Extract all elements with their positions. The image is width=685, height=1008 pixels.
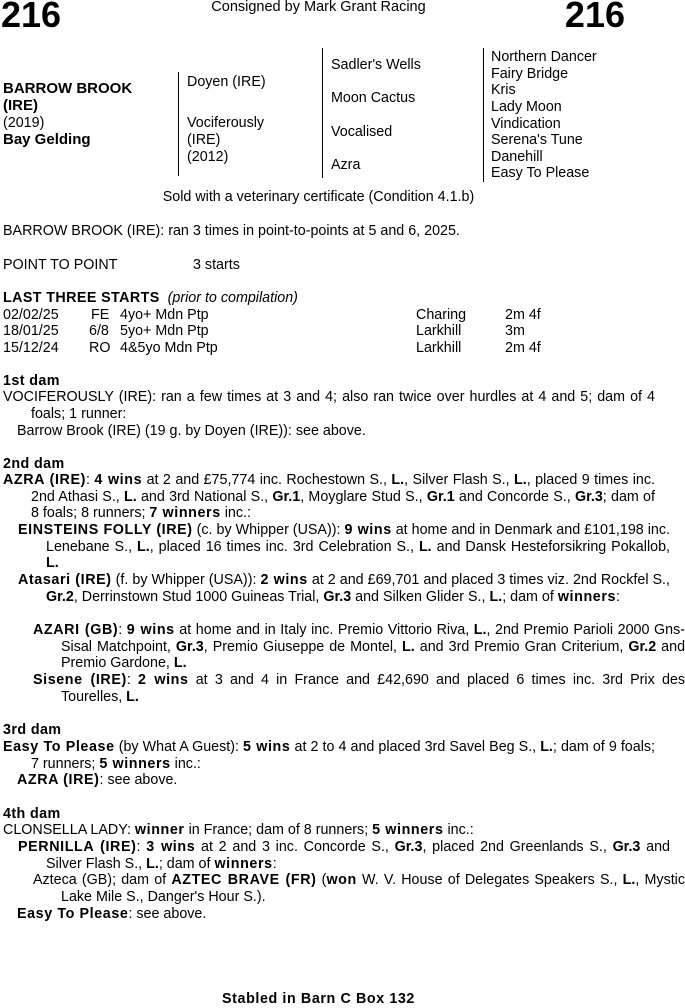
dam2-sisene: Sisene (IRE): 2 wins at 3 and 4 in France and £42,690 and placed 6 times inc. 3rd Prix des Tourelles, L. [33,672,685,705]
pedigree-divider-2 [322,48,323,178]
pedigree-g2-4: Vindication [491,116,561,132]
horse-sex: Bay Gelding [3,131,91,148]
dam4-clonsella-lady: CLONSELLA LADY: winner in France; dam of 8 runners; 5 winners inc.: [3,822,474,838]
pedigree-g2-7: Easy To Please [491,165,590,181]
pedigree-g1-0: Sadler's Wells [331,57,421,73]
dam2-heading: 2nd dam [3,456,65,472]
lot-number-left: 216 [1,0,62,35]
start-distance: 3m [505,323,525,339]
horse-name-line1: BARROW BROOK [3,80,133,97]
pedigree-g2-6: Danehill [491,149,543,165]
dam3-easy-to-please: Easy To Please (by What A Guest): 5 wins at 2 to 4 and placed 3rd Savel Beg S., L.; dam of 9 foals; 7 runners; 5 winners inc.: [3,739,656,772]
start-distance: 2m 4f [505,340,541,356]
start-race: 4&5yo Mdn Ptp [120,340,218,356]
last-starts-note: (prior to compilation) [167,290,298,306]
lot-number-right: 216 [564,0,625,35]
start-pos: RO [89,340,111,356]
pedigree-g2-5: Serena's Tune [491,132,583,148]
consignor: Consigned by Mark Grant Racing [211,0,426,15]
pedigree-divider-1 [178,72,179,176]
dam3-heading: 3rd dam [3,722,62,738]
dam4-easy-to-please: Easy To Please: see above. [17,906,207,922]
start-course: Charing [416,307,467,323]
dam1-paragraph: VOCIFEROUSLY (IRE): ran a few times at 3 and 4; also ran twice over hurdles at 4 and 5; dam of 4 foals; 1 runner: [3,389,655,422]
pedigree-g2-3: Lady Moon [491,99,562,115]
dam3-azra: AZRA (IRE): see above. [17,772,178,788]
start-distance: 2m 4f [505,307,541,323]
start-date: 18/01/25 [3,323,59,339]
start-course: Larkhill [416,323,462,339]
pedigree-g1-1: Moon Cactus [331,90,416,106]
start-race: 4yo+ Mdn Ptp [120,307,209,323]
start-pos: FE [91,307,110,323]
pedigree-g1-3: Azra [331,157,361,173]
pedigree-divider-3 [483,48,484,182]
horse-year: (2019) [3,115,45,131]
pedigree-dam-line2: (IRE) [187,132,221,148]
p2p-value: 3 starts [193,257,240,273]
pedigree-dam-line3: (2012) [187,149,229,165]
dam4-azteca: Azteca (GB); dam of AZTEC BRAVE (FR) (won W. V. House of Delegates Speakers S., L., Mystic Lake Mile S., Danger's Hour S.). [33,872,685,905]
dam2-atasari: Atasari (IRE) (f. by Whipper (USA)): 2 wins at 2 and £69,701 and placed 3 times viz. 2nd Rockfel S., Gr.2, Derrinstown Stud 1000 Guineas Trial, Gr.3 and Silken Glider S., L.; dam of winners: [18,572,670,605]
dam2-azra: AZRA (IRE): 4 wins at 2 and £75,774 inc. Rochestown S., L., Silver Flash S., L., placed 9 times inc. 2nd Athasi S., L. and 3rd National S., Gr.1, Moyglare Stud S., Gr.1 and Concorde S., Gr.3; dam of 8 foals; 8 runners; 7 winners inc.: [3,472,655,521]
vet-note: Sold with a veterinary certificate (Condition 4.1.b) [162,189,475,205]
pedigree-dam-line1: Vociferously [187,115,265,131]
dam1-produce: Barrow Brook (IRE) (19 g. by Doyen (IRE)): see above. [17,423,366,439]
pedigree-g2-0: Northern Dancer [491,49,597,65]
start-race: 5yo+ Mdn Ptp [120,323,209,339]
dam2-einsteins-folly: EINSTEINS FOLLY (IRE) (c. by Whipper (USA)): 9 wins at home and in Denmark and £101,198 inc. Lenebane S., L., placed 16 times inc. 3rd Celebration S., L. and Dansk Hesteforsikring Pokallob, L. [18,522,670,571]
start-date: 15/12/24 [3,340,59,356]
summary: BARROW BROOK (IRE): ran 3 times in point-to-points at 5 and 6, 2025. [3,223,460,239]
dam1-heading: 1st dam [3,373,60,389]
dam4-heading: 4th dam [3,806,61,822]
dam4-pernilla: PERNILLA (IRE): 3 wins at 2 and 3 inc. Concorde S., Gr.3, placed 2nd Greenlands S., Gr.3 and Silver Flash S., L.; dam of winners: [18,839,670,872]
start-course: Larkhill [416,340,462,356]
start-date: 02/02/25 [3,307,59,323]
last-starts-heading: LAST THREE STARTS [3,290,160,306]
last-starts-header [3,290,298,307]
pedigree-g2-1: Fairy Bridge [491,66,569,82]
p2p-label: POINT TO POINT [3,257,118,273]
pedigree-sire: Doyen (IRE) [187,74,266,90]
pedigree-g1-2: Vocalised [331,124,393,140]
horse-name-line2: (IRE) [3,97,38,114]
pedigree-g2-2: Kris [491,82,516,98]
dam2-azari: AZARI (GB): 9 wins at home and in Italy inc. Premio Vittorio Riva, L., 2nd Premio Parioli 2000 Gns-Sisal Matchpoint, Gr.3, Premio Giuseppe de Montel, L. and 3rd Premio Gran Criterium, Gr.2 and Premio Gardone, L. [33,622,685,671]
footer-stabling: Stabled in Barn C Box 132 [222,991,415,1007]
start-pos: 6/8 [89,323,109,339]
